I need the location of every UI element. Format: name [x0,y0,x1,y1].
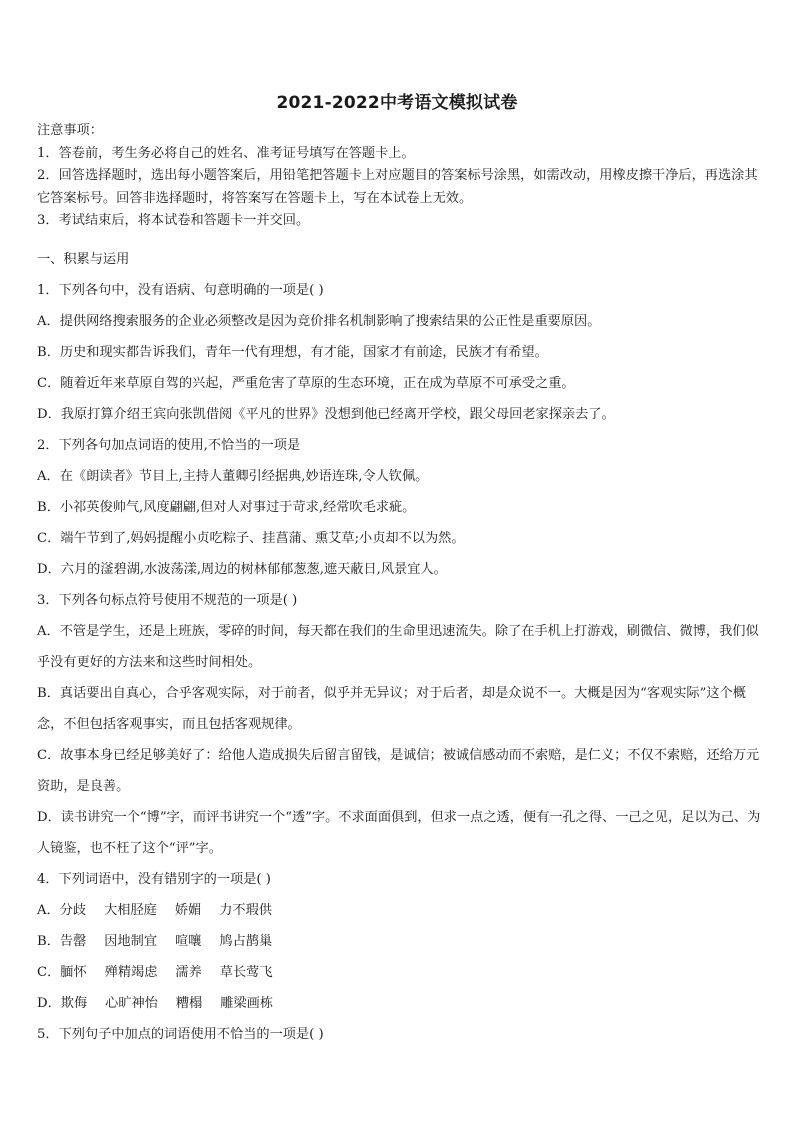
option-letter: B． [37,934,60,949]
option-word: 腼怀 [60,965,87,980]
option-word: 娇媚 [174,903,202,918]
notice-item: 3．考试结束后，将本试卷和答题卡一并交回。 [37,213,310,228]
notice-block [37,120,762,233]
question-5-stem: 5．下列句子中加点的词语使用不恰当的一项是( ) [37,1027,324,1042]
exam-title: 2021-2022中考语文模拟试卷 [276,93,518,113]
question-1-option-b: B．历史和现实都告诉我们，青年一代有理想，有才能，国家才有前途，民族才有希望。 [37,345,548,360]
option-letter: C． [37,965,61,980]
section-heading: 一、积累与运用 [37,252,130,267]
option-word: 喧嚷 [175,934,202,949]
question-2-option-a: A．在《朗读者》节目上,主持人董卿引经据典,妙语连珠,令人钦佩。 [37,469,429,484]
questions-block [37,244,762,1050]
option-word: 糟榻 [175,996,203,1011]
notice-item: 2．回答选择题时，选出每小题答案后，用铅笔把答题卡上对应题目的答案标号涂黑，如需改动，用橡皮擦干净后，再选涂其它答案标号。回答非选择题时，将答案写在答题卡上，写在本试卷上无效。 [37,168,758,206]
option-word: 濡养 [175,965,202,980]
option-letter: D． [37,996,61,1011]
question-1-option-d: D．我原打算介绍王宾向张凯借阅《平凡的世界》没想到他已经离开学校，跟父母回老家探亲去了。 [37,407,615,422]
option-word: 雕梁画栋 [220,996,274,1011]
question-2-option-d: D．六月的滏碧湖,水波荡漾,周边的树林郁郁葱葱,遮天蔽日,风景宜人。 [37,562,447,577]
notice-heading: 注意事项： [37,123,103,138]
option-word: 因地制宜 [104,934,158,949]
question-2-option-c: C．端午节到了,妈妈提醒小贞吃粽子、挂菖蒲、熏艾草;小贞却不以为然。 [37,531,465,546]
option-word: 欺侮 [60,996,88,1011]
question-4-option-b [37,926,762,957]
notice-item: 1．答卷前，考生务必将自己的姓名、准考证号填写在答题卡上。 [37,145,415,161]
question-1-option-a: A．提供网络搜索服务的企业必须整改是因为竞价排名机制影响了搜索结果的公正性是重要原因。 [37,314,601,329]
option-word: 殚精竭虑 [104,965,158,980]
option-word: 鸠占鹊巢 [219,934,273,949]
option-word: 大相胫庭 [104,903,157,918]
option-word: 分歧 [59,903,87,918]
question-2-option-b: B．小祁英俊帅气,风度翩翩,但对人对事过于苛求,经常吹毛求疵。 [37,500,416,515]
question-4-option-a [37,895,762,926]
question-3-stem: 3．下列各句标点符号使用不规范的一项是( ) [37,593,298,608]
question-4-option-c [37,957,762,988]
option-word: 力不瑕供 [219,903,272,918]
option-word: 草长莺飞 [219,965,273,980]
question-3-option-c: C．故事本身已经足够美好了：给他人造成损失后留言留钱，是诚信；被诚信感动而不索赔，是仁义；不仅不索赔，还给万元资助，是良善。 [37,748,760,794]
question-4-option-d [37,988,762,1019]
question-1-stem: 1．下列各句中，没有语病、句意明确的一项是( ) [37,283,324,298]
question-2-stem: 2．下列各句加点词语的使用,不恰当的一项是 [37,438,301,453]
option-letter: A． [37,903,60,918]
question-3-option-d: D．读书讲究一个“博”字，而评书讲究一个“透”字。不求面面俱到，但求一点之透，便有一孔之得、一己之见，足以为己、为人镜鉴，也不枉了这个“评”字。 [37,810,761,856]
question-3-option-a: A．不管是学生，还是上班族，零碎的时间，每天都在我们的生命里迅速流失。除了在手机上打游戏，刷微信、微博，我们似乎没有更好的方法来和这些时间相处。 [37,624,759,670]
option-word: 心旷神怡 [105,996,158,1011]
option-word: 告罄 [59,934,87,949]
question-4-stem: 4．下列词语中，没有错别字的一项是( ) [37,872,271,887]
question-3-option-b: B．真话要出自真心，合乎客观实际，对于前者，似乎并无异议；对于后者，却是众说不一。大概是因为“客观实际”这个概念，不但包括客观事实，而且包括客观规律。 [37,686,746,732]
question-1-option-c: C．随着近年来草原自驾的兴起，严重危害了草原的生态环境，正在成为草原不可承受之重。 [37,376,575,391]
